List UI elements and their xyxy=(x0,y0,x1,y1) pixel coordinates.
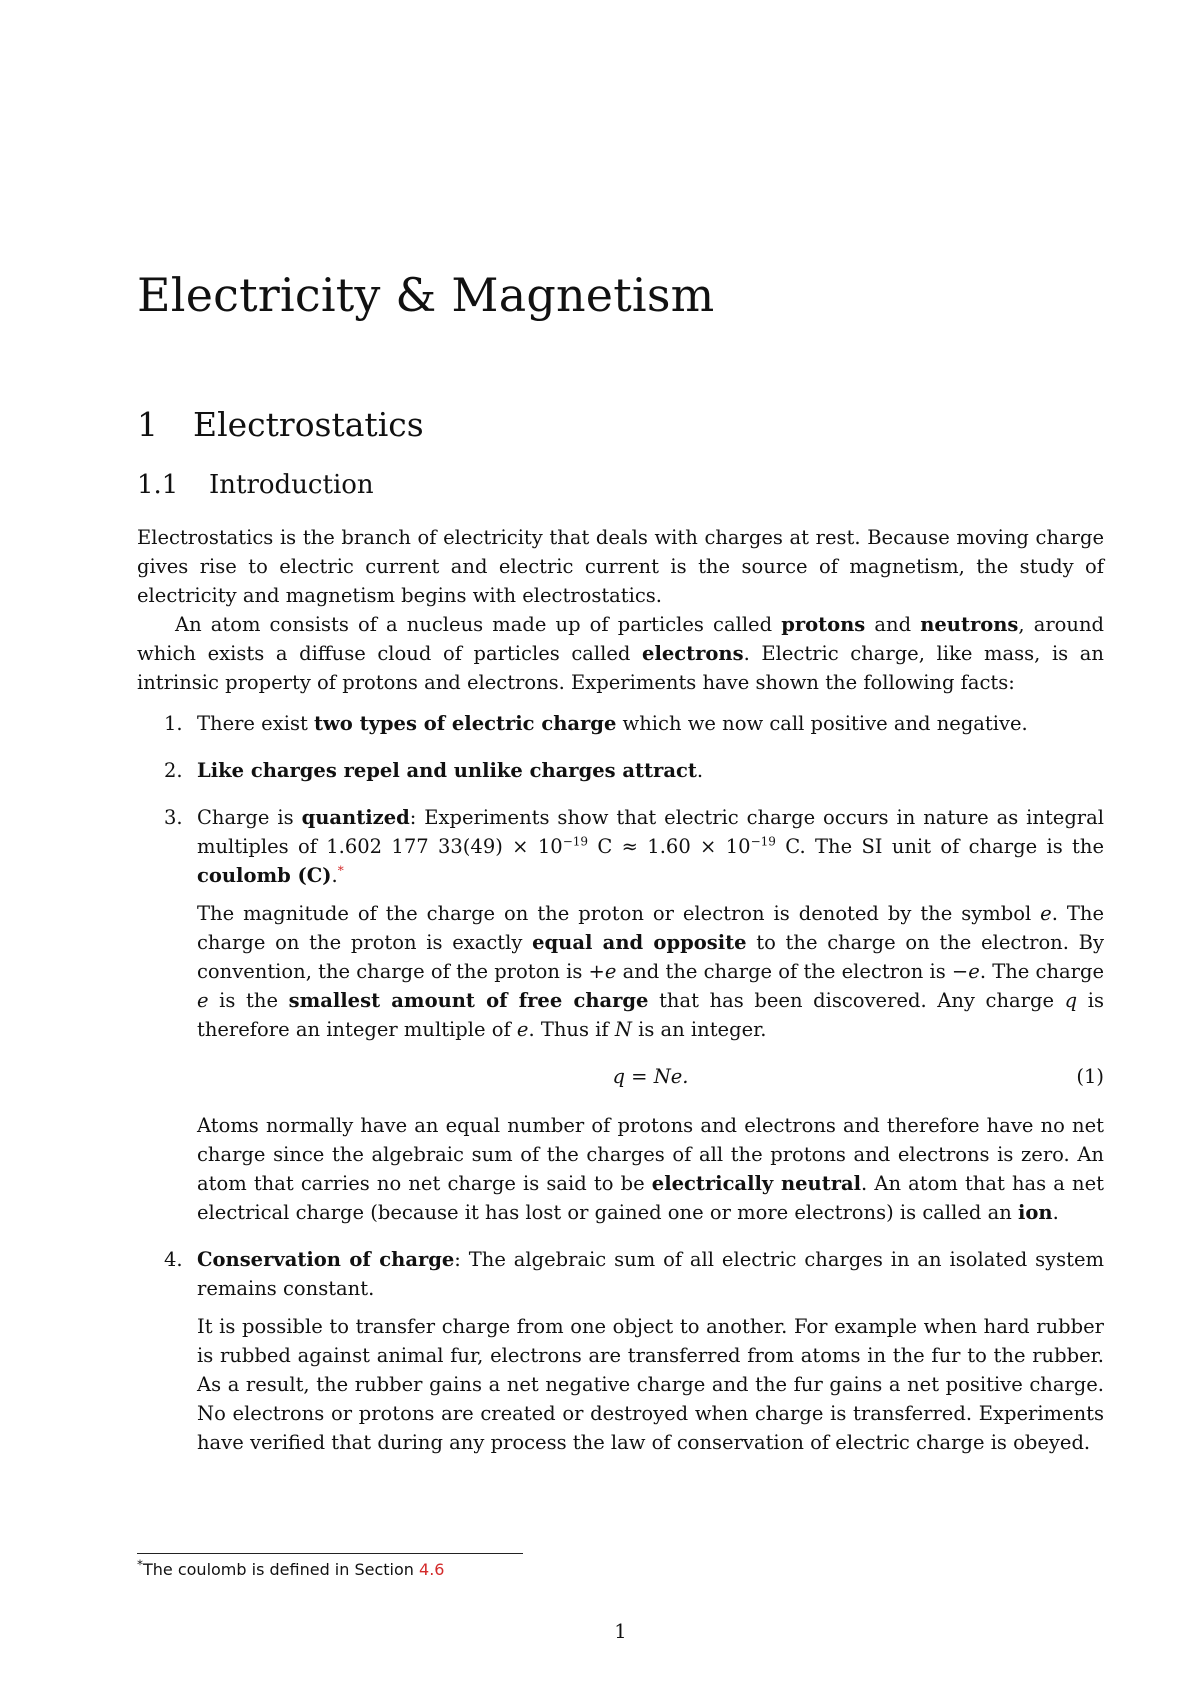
symbol-N: N xyxy=(614,1018,632,1041)
fact-4-text xyxy=(197,1245,1104,1303)
list-item xyxy=(137,1245,1104,1457)
symbol-e: e xyxy=(197,989,209,1012)
text-run: C ≈ 1.60 × 10 xyxy=(588,835,751,858)
text-run: . Electric charge, like mass, is an intrinsic property of protons and electrons. Experiments have shown the following facts: xyxy=(137,642,1104,694)
fact-1-text xyxy=(197,709,1104,738)
fact-3-paragraph-3 xyxy=(197,1111,1104,1227)
text-run: : Experiments show that electric charge occurs in nature as integral multiples of 1.602 177 33(49) × 10 xyxy=(197,806,1104,858)
footnote-link[interactable]: * xyxy=(337,863,344,878)
text-run: . Thus if xyxy=(528,1018,615,1041)
term-protons: protons xyxy=(781,613,866,636)
footnote-rule xyxy=(137,1553,523,1554)
term-quantized: quantized xyxy=(301,806,410,829)
term-like-charges: Like charges repel and unlike charges attract xyxy=(197,759,697,782)
section-link[interactable]: 4.6 xyxy=(419,1560,445,1579)
text-run: . xyxy=(331,864,338,887)
text-run: : The algebraic sum of all electric charges in an isolated system remains constant. xyxy=(197,1248,1104,1300)
list-item xyxy=(137,709,1104,738)
text-run: Atoms normally have an equal number of protons and electrons and therefore have no net charge since the algebraic sum of the charges of all the protons and electrons is zero. An atom that carries no net charge is said to be xyxy=(197,1114,1104,1195)
list-item-number: 4. xyxy=(164,1248,183,1271)
text-run: The magnitude of the charge on the proton or electron is denoted by the symbol xyxy=(197,902,1041,925)
text-run: . The charge on the proton is exactly xyxy=(197,902,1104,954)
equation-body: q = Ne. xyxy=(612,1065,689,1088)
list-item-number: 3. xyxy=(164,806,183,829)
term-neutrons: neutrons xyxy=(920,613,1019,636)
fact-4-paragraph-2: It is possible to transfer charge from one object to another. For example when hard rubber is rubbed against animal fur, electrons are transferred from atoms in the fur to the rubber. As a result, the rubber gains a net negative charge and the fur gains a net positive charge. No electrons or protons are created or destroyed when charge is transferred. Experiments have verified that during any process the law of conservation of electric charge is obeyed. xyxy=(197,1315,1104,1454)
text-run: which we now call positive and negative. xyxy=(616,712,1028,735)
text-run: . xyxy=(1052,1201,1059,1224)
text-run: , around which exists a diffuse cloud of particles called xyxy=(137,613,1105,665)
text-run: C. The SI unit of charge is the xyxy=(775,835,1104,858)
term-two-types: two types of electric charge xyxy=(313,712,617,735)
equation xyxy=(197,1062,1104,1091)
facts-list xyxy=(137,709,1104,1457)
term-electrically-neutral: electrically neutral xyxy=(651,1172,862,1195)
subsection-number: 1.1 xyxy=(137,470,179,500)
subsection-title: Introduction xyxy=(209,470,374,500)
term-equal-opposite: equal and opposite xyxy=(532,931,747,954)
text-run: An atom consists of a nucleus made up of particles called xyxy=(175,613,782,636)
term-electrons: electrons xyxy=(642,642,744,665)
text-run: is an integer. xyxy=(631,1018,767,1041)
equation-number: (1) xyxy=(1076,1065,1104,1088)
term-conservation: Conservation of charge xyxy=(197,1248,455,1271)
page-number: 1 xyxy=(614,1620,627,1643)
subsection-heading xyxy=(137,470,374,500)
intro-paragraph-2 xyxy=(137,610,1104,697)
list-item xyxy=(137,803,1104,1227)
text-run: that has been discovered. Any charge xyxy=(648,989,1065,1012)
term-ion: ion xyxy=(1017,1201,1053,1224)
term-smallest-charge: smallest amount of free charge xyxy=(288,989,649,1012)
fact-3-text xyxy=(197,803,1104,890)
list-item-number: 2. xyxy=(164,759,183,782)
section-title: Electrostatics xyxy=(193,405,424,444)
list-item-number: 1. xyxy=(164,712,183,735)
text-run: Charge is xyxy=(197,806,302,829)
symbol-e: e xyxy=(516,1018,529,1041)
symbol-q: q xyxy=(1064,989,1078,1012)
fact-3-paragraph-2 xyxy=(197,899,1104,1044)
text-run: is therefore an integer multiple of xyxy=(197,989,1104,1041)
text-run: and the charge of the electron is − xyxy=(616,960,969,983)
text-run: is the xyxy=(208,989,289,1012)
text-run: and xyxy=(865,613,921,636)
text-run: . xyxy=(696,759,704,782)
text-run: to the charge on the electron. By convention, the charge of the proton is + xyxy=(197,931,1105,983)
footnote-mark: * xyxy=(137,1557,143,1572)
symbol-e: e xyxy=(1040,902,1052,925)
text-run: . The charge xyxy=(979,960,1104,983)
text-run: There exist xyxy=(197,712,314,735)
list-item xyxy=(137,756,1104,785)
footnote xyxy=(137,1557,445,1579)
text-run: . An atom that has a net electrical charge (because it has lost or gained one or more electrons) is called an xyxy=(197,1172,1104,1224)
term-coulomb: coulomb (C) xyxy=(197,864,332,887)
exponent: −19 xyxy=(750,834,776,849)
section-heading xyxy=(137,405,424,444)
document-title: Electricity & Magnetism xyxy=(137,268,715,322)
exponent: −19 xyxy=(562,834,589,849)
intro-paragraph-1: Electrostatics is the branch of electricity that deals with charges at rest. Because moving charge gives rise to electric current and electric current is the source of magnetism, the study of electricity and magnetism begins with electrostatics. xyxy=(137,526,1104,607)
fact-2-text xyxy=(197,756,1104,785)
symbol-e: e xyxy=(968,960,980,983)
symbol-e: e xyxy=(604,960,617,983)
body-text xyxy=(137,523,1104,1475)
section-number: 1 xyxy=(137,405,158,444)
footnote-text: The coulomb is defined in Section xyxy=(143,1560,420,1579)
